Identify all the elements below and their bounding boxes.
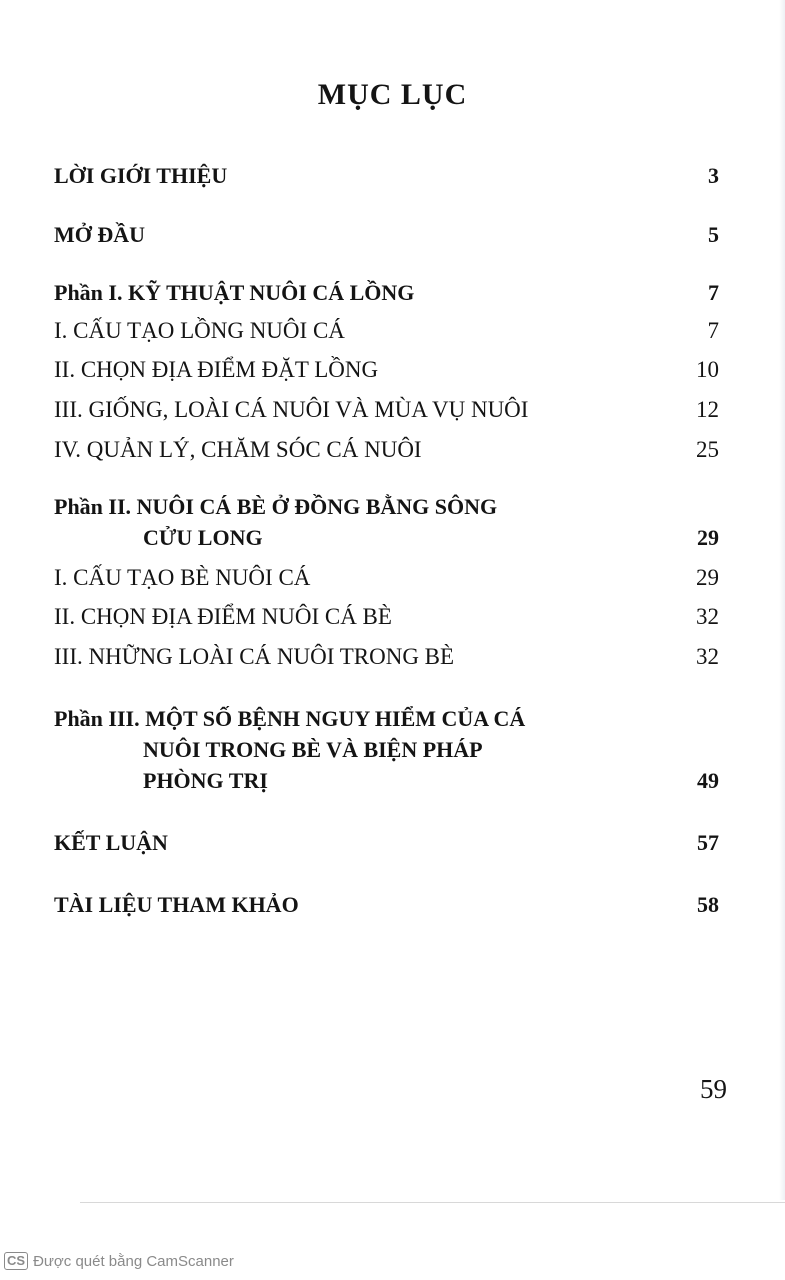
toc-entry-label: I. CẤU TẠO LỒNG NUÔI CÁ: [54, 318, 345, 343]
toc-entry-page: 57: [697, 830, 719, 855]
watermark-text: Được quét bằng CamScanner: [33, 1252, 234, 1270]
toc-entry-label: II. CHỌN ĐỊA ĐIỂM ĐẶT LỒNG: [54, 357, 379, 382]
toc-entry-page: 7: [707, 318, 719, 343]
camscanner-watermark: [4, 1252, 234, 1270]
toc-entry-label: LỜI GIỚI THIỆU: [54, 163, 228, 188]
toc-entry-page: 49: [697, 768, 719, 793]
toc-title: MỤC LỤC: [317, 78, 468, 111]
toc-entry-page: 29: [697, 525, 719, 550]
toc-entry-page: 32: [696, 644, 719, 669]
toc-entry-page: 12: [696, 397, 719, 422]
toc-entry-page: 3: [708, 163, 719, 188]
camscanner-logo-icon: CS: [4, 1252, 28, 1270]
toc-entry-label-continued: CỬU LONG: [143, 525, 263, 550]
toc-entry-label: MỞ ĐẦU: [54, 222, 146, 247]
toc-entry-label: Phần III. MỘT SỐ BỆNH NGUY HIỂM CỦA CÁ: [54, 706, 526, 731]
toc-entry-label: IV. QUẢN LÝ, CHĂM SÓC CÁ NUÔI: [54, 437, 422, 462]
toc-entry-page: 10: [696, 357, 719, 382]
toc-entry-label-continued: NUÔI TRONG BÈ VÀ BIỆN PHÁP: [143, 737, 483, 762]
toc-entry-page: 29: [696, 565, 719, 590]
toc-entry-label: KẾT LUẬN: [54, 830, 168, 855]
toc-entry-label-continued: PHÒNG TRỊ: [143, 768, 268, 793]
toc-entry-page: 25: [696, 437, 719, 462]
toc-entry-page: 7: [708, 280, 719, 305]
page-edge-shadow: [779, 0, 785, 1200]
toc-entry-label: III. GIỐNG, LOÀI CÁ NUÔI VÀ MÙA VỤ NUÔI: [54, 397, 529, 422]
toc-entry-page: 58: [697, 892, 719, 917]
toc-entry-label: II. CHỌN ĐỊA ĐIỂM NUÔI CÁ BÈ: [54, 604, 392, 629]
toc-entry-label: Phần II. NUÔI CÁ BÈ Ở ĐỒNG BẰNG SÔNG: [54, 494, 498, 519]
toc-entry-label: III. NHỮNG LOÀI CÁ NUÔI TRONG BÈ: [54, 644, 455, 669]
toc-entry-part-3: [54, 706, 719, 800]
toc-entry-label: I. CẤU TẠO BÈ NUÔI CÁ: [54, 565, 311, 590]
toc-entry-part-2: [54, 494, 719, 558]
page-number: 59: [700, 1074, 727, 1104]
toc-entry-label: Phần I. KỸ THUẬT NUÔI CÁ LỒNG: [54, 280, 415, 305]
toc-entry-page: 5: [708, 222, 719, 247]
page-bottom-edge: [80, 1202, 785, 1203]
toc-entry-label: TÀI LIỆU THAM KHẢO: [54, 892, 299, 917]
toc-entry-page: 32: [696, 604, 719, 629]
